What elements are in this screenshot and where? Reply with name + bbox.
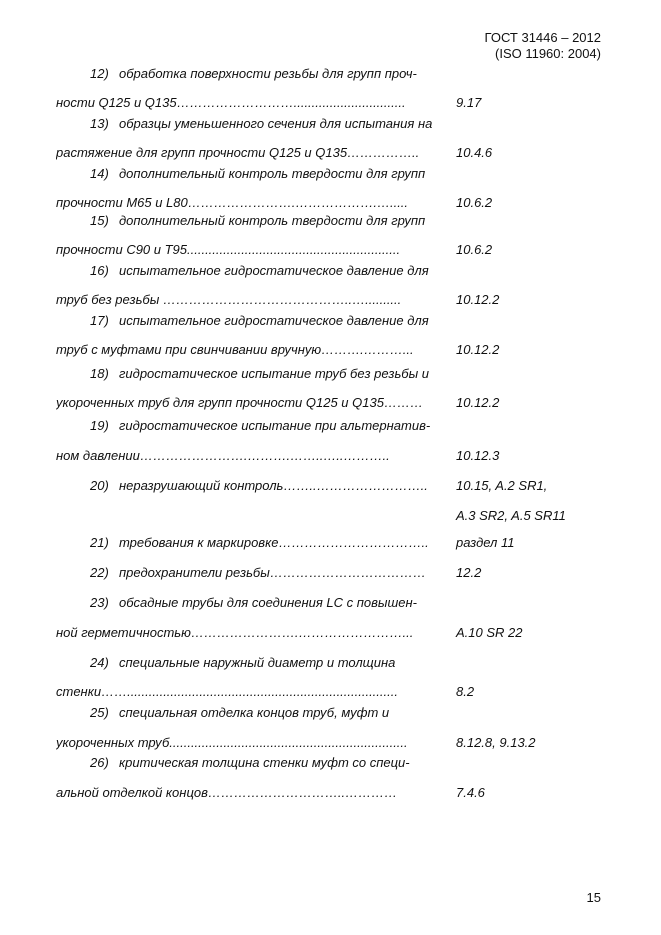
item-21-line1: 21) требования к маркировке…………………………….. <box>90 535 429 550</box>
item-24-line2: стенки……........................................................................... <box>56 684 398 699</box>
item-26-line1: 26) критическая толщина стенки муфт со специ- <box>90 755 410 770</box>
item-13-line1: 13) образцы уменьшенного сечения для испытания на <box>90 116 433 131</box>
item-18-ref: 10.12.2 <box>456 395 500 410</box>
item-15-line2: прочности C90 и T95........................................................... <box>56 242 401 257</box>
item-23-line2: ной герметичностью…………………….……………………... <box>56 625 414 640</box>
item-22-ref: 12.2 <box>456 565 482 580</box>
item-19-ref: 10.12.3 <box>456 448 500 463</box>
item-25-line1: 25) специальная отделка концов труб, муфт и <box>90 705 390 720</box>
iso-reference: (ISO 11960: 2004) <box>495 46 601 61</box>
item-14-ref: 10.6.2 <box>456 195 493 210</box>
item-20-ref: 10.15, A.2 SR1, <box>456 478 548 493</box>
item-18-line2: укороченных труб для групп прочности Q125 и Q135……… <box>56 395 423 410</box>
item-12-ref: 9.17 <box>456 95 482 110</box>
document-header <box>485 30 601 62</box>
item-17-line2: труб с муфтами при свинчивании вручную……….………... <box>56 342 414 357</box>
item-17-ref: 10.12.2 <box>456 342 500 357</box>
item-14-line1: 14) дополнительный контроль твердости для групп <box>90 166 426 181</box>
item-17-line1: 17) испытательное гидростатическое давление для <box>90 313 429 328</box>
item-16-line1: 16) испытательное гидростатическое давление для <box>90 263 429 278</box>
item-20-ref-cont: A.3 SR2, A.5 SR11 <box>456 508 566 523</box>
item-14-line2: прочности M65 и L80…………………….……………….…..... <box>56 195 409 210</box>
item-13-line2: растяжение для групп прочности Q125 и Q135…………….. <box>56 145 420 160</box>
item-24-line1: 24) специальные наружный диаметр и толщина <box>90 655 396 670</box>
item-24-ref: 8.2 <box>456 684 475 699</box>
item-18-line1: 18) гидростатическое испытание труб без резьбы и <box>90 366 430 381</box>
item-19-line1: 19) гидростатическое испытание при альтернатив- <box>90 418 431 433</box>
item-20-line1: 20) неразрушающий контроль……..…………………….. <box>90 478 428 493</box>
page-number: 15 <box>586 890 601 905</box>
item-13-ref: 10.4.6 <box>456 145 493 160</box>
item-26-ref: 7.4.6 <box>456 785 485 800</box>
item-19-line2: ном давлении…………………….……….……..…..……….. <box>56 448 390 463</box>
item-12-line2: ности Q125 и Q135………………………............................... <box>56 95 406 110</box>
item-22-line1: 22) предохранители резьбы……………………………… <box>90 565 426 580</box>
standard-code: ГОСТ 31446 – 2012 <box>484 30 601 45</box>
item-15-ref: 10.6.2 <box>456 242 493 257</box>
item-12-line1: 12) обработка поверхности резьбы для групп проч- <box>90 66 417 81</box>
item-25-line2: укороченных труб.................................................................. <box>56 735 408 750</box>
item-16-line2: труб без резьбы ……………………………………..….......... <box>56 292 402 307</box>
item-16-ref: 10.12.2 <box>456 292 500 307</box>
item-21-ref: раздел 11 <box>456 535 515 550</box>
item-26-line2: альной отделкой концов…………………………..………… <box>56 785 398 800</box>
item-23-ref: A.10 SR 22 <box>456 625 523 640</box>
item-25-ref: 8.12.8, 9.13.2 <box>456 735 536 750</box>
item-23-line1: 23) обсадные трубы для соединения LC с повышен- <box>90 595 417 610</box>
item-15-line1: 15) дополнительный контроль твердости для групп <box>90 213 426 228</box>
